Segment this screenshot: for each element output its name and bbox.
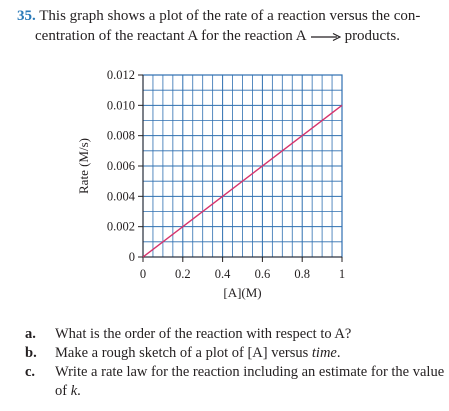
y-tick-label: 0 — [128, 250, 135, 264]
question-c — [25, 363, 445, 401]
question-b — [25, 344, 445, 363]
question-text-emphasis: time — [311, 345, 337, 361]
y-tick-label: 0.008 — [106, 128, 135, 143]
x-tick-label: 0 — [139, 267, 147, 281]
y-tick-label: 0.006 — [106, 159, 135, 173]
question-text-part: Make a rough sketch of a plot of [A] versus — [55, 345, 312, 361]
y-tick-label: 0.002 — [106, 219, 135, 234]
question-text — [55, 363, 445, 401]
x-tick-label: 0.4 — [214, 267, 231, 281]
questions-list — [25, 325, 445, 401]
question-text — [55, 344, 445, 363]
problem-text-3: products. — [344, 28, 400, 44]
question-a — [25, 325, 445, 344]
x-tick-label: 0.2 — [174, 267, 191, 281]
question-text: What is the order of the reaction with respect to A? — [55, 326, 352, 342]
y-axis-label: Rate (M/s) — [76, 138, 91, 194]
y-tick-label: 0.004 — [106, 189, 135, 204]
x-tick-label: 0.6 — [254, 267, 271, 281]
question-label: a. — [25, 326, 36, 342]
question-label: c. — [25, 364, 36, 380]
problem-text-2: centration of the reactant A for the reaction A — [35, 28, 307, 44]
x-tick-label: 0.8 — [294, 267, 311, 281]
x-tick-label: 1 — [338, 267, 346, 281]
question-text-part: . — [336, 345, 341, 361]
y-tick-label: 0.010 — [106, 98, 135, 113]
question-text-part: . — [77, 383, 81, 399]
question-text-part: Write a rate law for the reaction including an estimate for the value of — [55, 364, 445, 399]
y-tick-label: 0.012 — [106, 68, 135, 82]
problem-text-1: This graph shows a plot of the rate of a reaction versus the con- — [39, 8, 421, 24]
x-axis-label: [A](M) — [223, 285, 262, 300]
chart-grid — [143, 75, 342, 257]
problem-number: 35. — [17, 8, 36, 24]
question-text-emphasis: k — [70, 383, 78, 399]
question-label: b. — [25, 345, 37, 361]
